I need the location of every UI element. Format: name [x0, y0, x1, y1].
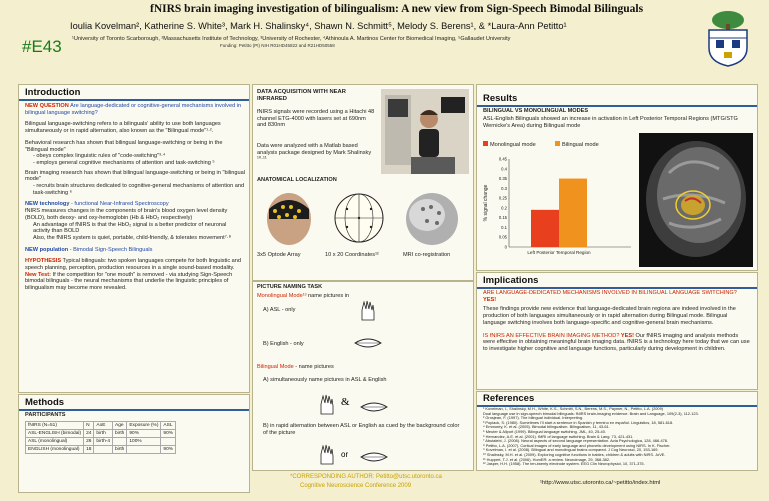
mouth-icon: [359, 400, 389, 414]
introduction-body: [25, 103, 245, 292]
mouth-icon: [353, 336, 383, 350]
y-tick-label: 0.3: [501, 185, 507, 191]
new-question-text: Are language-dedicated or cognitive-general mechanisms involved in bilingual language switching?: [25, 103, 242, 116]
implications-divider: [477, 287, 757, 289]
reference-item: ⁵ Meuter & Allport (1999). Bilingual language switching. JML, 40, 25-40.: [483, 428, 606, 434]
table-cell: 90%: [161, 446, 176, 454]
references-panel: [476, 391, 758, 471]
implications-answer-2: YES!: [619, 332, 634, 339]
reference-item: ¹¹ Huppert, T.J. et al. (2006). HomER: a review. Neuroimage, 29, 368-382.: [483, 456, 611, 462]
naming-task-panel: [252, 281, 474, 471]
ten-twenty-caption: 10 x 20 Coordinates¹²: [325, 252, 379, 258]
legend-swatch: [483, 141, 488, 146]
mri-coregistration-image: [397, 189, 467, 247]
acquisition-header: DATA ACQUISITION WITH NEAR INFRARED: [257, 89, 346, 102]
reference-item: ⁶ Hernandez, A.E. et al. (2001). fMRI of language switching. Brain & Lang. 73, 421-431.: [483, 433, 634, 439]
references-list: [483, 407, 753, 467]
new-tech-label: NEW technology: [25, 201, 70, 208]
intro-p3: Brain imaging research has shown that bilingual language-switching or being in "bilingual mode": [25, 169, 245, 183]
table-cell: 18: [84, 446, 94, 454]
hand-sign-icon: [317, 444, 335, 466]
y-axis-label: % signal change: [483, 184, 489, 222]
intro-p4-bullet-1: An advantage of fNIRS is that the HbO₂ signal is a better predictor of neuronal activity than BOLD: [33, 221, 227, 235]
reference-item: ⁷ Abutalebi, J. (2008). Neural aspects of second language representation. Acta Psychologica, 128, 466-478.: [483, 438, 669, 444]
table-cell: [127, 446, 161, 454]
table-cell: birth: [113, 446, 127, 454]
results-subheader: BILINGUAL VS MONOLINGUAL MODES: [483, 108, 589, 114]
table-cell: [161, 438, 176, 446]
implications-answer-1: YES!: [483, 296, 497, 303]
table-header-cell: AoE: [94, 422, 113, 430]
acquisition-panel: [252, 84, 474, 281]
ten-twenty-coordinates-image: [327, 189, 391, 247]
intro-p4: fNIRS measures changes in the components of brain's blood oxygen level density (BOLD), both deoxy- and oxy-hemoglobin (Hb & HbO₂ respectively): [25, 208, 228, 221]
hypothesis-label: HYPOTHESIS: [25, 258, 62, 265]
simultaneous-label: A) simultaneously name pictures in ASL & English: [263, 377, 387, 383]
legend-swatch: [555, 141, 560, 146]
table-cell: [94, 446, 113, 454]
introduction-divider: [19, 99, 249, 101]
table-cell: 26: [84, 438, 94, 446]
implications-p1: These findings provide new evidence that language-dedicated brain regions are indeed involved in the production of both languages simultaneously or in rapid alternation during Bilingual mode. Bilingual language switching involves both language-specific and cognitive-general brain mechanisms.: [483, 306, 736, 326]
participants-label: PARTICIPANTS: [25, 412, 66, 418]
results-divider: [477, 105, 757, 107]
conference-name: Cognitive Neuroscience Conference 2009: [300, 483, 412, 489]
new-test-label: New Test:: [25, 271, 52, 278]
bar-bilingual: [559, 179, 587, 247]
y-tick-label: 0.1: [501, 224, 507, 230]
lab-url-link[interactable]: ¹http://www.utsc.utoronto.ca/~petitto/index.html: [540, 480, 661, 486]
methods-header: Methods: [25, 397, 65, 408]
reference-item: Dual language use in sign-speech bimodal bilinguals: fNIRS brain-imaging evidence. Brain and Language, 109(2-3), 112-123.: [483, 410, 699, 416]
localization-header: ANATOMICAL LOCALIZATION: [257, 177, 337, 183]
table-header-cell: ASL: [161, 422, 176, 430]
brain-mri-image: [639, 133, 753, 267]
table-header-cell: N: [84, 422, 94, 430]
intro-p4-bullet-2: Also, the fNIRS system is quiet, portable, child-friendly, & tolerates movement⁷·⁸: [33, 234, 231, 241]
acquisition-p2: Data were analyzed with a Matlab based analysis package designed by Mark Shalinsky ¹⁰·¹¹: [257, 143, 372, 163]
mouth-icon: [359, 450, 389, 464]
reference-item: ⁴ Emmorey, K. et al. (2005). Bimodal bilingualism. Bilingualism, 11, 43-61.: [483, 424, 610, 430]
table-cell: 90%: [127, 430, 161, 438]
optode-array-image: [257, 189, 321, 247]
reference-item: ² Grosjean, F. (1997). The bilingual individual. Interpreting.: [483, 415, 584, 421]
methods-divider: [19, 409, 249, 411]
poster-funding: Funding: Petitto (PI) NIH R01HD45822 and R21HD50558: [220, 43, 335, 48]
new-question-label: NEW QUESTION: [25, 103, 69, 109]
reference-item: ¹⁰ Shalinsky, M.H. et al. (2009). Exploring cognitive functions in babies, children & adults with NIRS. JoVE.: [483, 451, 666, 457]
introduction-panel: [18, 84, 250, 393]
implications-p2: Our fNIRS imaging and analysis methods were effective in obtaining meaningful brain imaging data. fNIRS is a technology here today that we can use to investigate higher cognitive and language functions, particularly during development in children.: [483, 332, 750, 352]
implications-header: Implications: [483, 275, 539, 286]
reference-item: ³ Poplack, S. (1980). Sometimes I'll start a sentence in Spanish y termino en español. Linguistics, 18, 581-618.: [483, 419, 674, 425]
alternation-label: B) in rapid alternation between ASL or English as cued by the background color of the picture: [263, 423, 460, 436]
table-cell: ASL-ENGLISH (bimodal): [26, 430, 84, 438]
y-tick-label: 0.25: [498, 195, 507, 201]
references-header: References: [483, 393, 535, 404]
y-tick-label: 0.15: [498, 215, 507, 221]
table-cell: 24: [84, 430, 94, 438]
bilingual-mode-label: Bilingual Mode: [257, 364, 294, 370]
new-test-text: If the competition for "one mouth" is removed - via studying Sign-Speech bimodal bilinguals - the neural mechanisms that underlie the linguistic principles of bilingualism may become more revealed.: [25, 271, 233, 292]
reference-item: ⁹ Kovelman, I. et al. (2008). Bilingual and monolingual brains compared. J Cog Neurosci, 20, 153-169.: [483, 447, 659, 453]
table-cell: birth-4: [94, 438, 113, 446]
table-header-cell: Age: [113, 422, 127, 430]
y-tick-label: 0.45: [498, 156, 507, 162]
poster-id: #E43: [22, 37, 62, 56]
university-crest-logo: [703, 10, 753, 68]
naming-header: PICTURE NAMING TASK: [257, 284, 323, 290]
corresponding-author: *CORRESPONDING AUTHOR: Petitto@utsc.utoronto.ca: [290, 474, 442, 480]
intro-p2-bullet-2: - employs general cognitive mechanisms of attention and task-switching ⁵: [33, 159, 215, 166]
implications-question-1: ARE LANGUAGE-DEDICATED MECHANISMS INVOLVED IN BILINGUAL LANGUAGE SWITCHING?: [483, 290, 737, 296]
poster-affiliations: ¹University of Toronto Scarborough, ²Massachusetts Institute of Technology, ³University of Rochester, ⁴Athinoula A. Martinos Center for Biomedical Imaging, ⁵Gallaudet University: [72, 36, 511, 42]
hypothesis-text: Typical bilinguals: two spoken languages compete for both linguistic and speech planning, perception, production resources in a single sound-based modality.: [25, 258, 242, 272]
monolingual-mode-label: Monolingual Mode¹³: [257, 293, 307, 299]
implications-panel: [476, 272, 758, 390]
bar-monolingual: [531, 210, 559, 247]
y-tick-label: 0: [504, 244, 507, 250]
y-tick-label: 0.4: [501, 166, 507, 172]
optode-array-caption: 3x5 Optode Array: [257, 252, 301, 258]
table-cell: ASL (monolingual): [26, 438, 84, 446]
y-tick-label: 0.35: [498, 176, 507, 182]
table-header-cell: Exposure (%): [127, 422, 161, 430]
table-cell: [113, 438, 127, 446]
table-row: [26, 430, 176, 438]
table-cell: birth: [94, 430, 113, 438]
introduction-header: Introduction: [25, 87, 81, 98]
intro-p3-bullet-1: - recruits brain structures dedicated to cognitive-general mechanisms of attention and task-switching ⁶: [33, 183, 245, 196]
table-cell: 90%: [161, 430, 176, 438]
table-header-row: [26, 422, 176, 430]
results-header: Results: [483, 93, 518, 104]
y-tick-label: 0.2: [501, 205, 507, 211]
poster-authors: Ioulia Kovelman², Katherine S. White³, Mark H. Shalinsky⁴, Shawn N. Schmitt⁵, Melody S. Berens¹, & *Laura-Ann Petitto¹: [70, 21, 567, 31]
results-text: ASL-English Bilinguals showed an increase in activation in Left Posterior Temporal Regions (MTG/STG Wernicke's Area) during Bilingual mode: [483, 116, 738, 129]
hand-sign-icon: [358, 300, 376, 322]
bilingual-mode-text: - name pictures: [293, 364, 334, 370]
implications-body: [483, 290, 751, 353]
mri-caption: MRI co-registration: [403, 252, 451, 258]
new-pop-label: NEW population: [25, 246, 69, 253]
participants-table: [25, 421, 176, 454]
table-cell: ENGLISH (monolingual): [26, 446, 84, 454]
monolingual-mode-text: name pictures in: [306, 293, 350, 299]
methods-panel: [18, 394, 250, 493]
fnirs-equipment-photo: [381, 89, 469, 174]
x-category-label: Left Posterior Temporal Region: [527, 250, 591, 255]
reference-item: ⁸ Petitto, L.A. (2007). Cortical images of early language and phonetic development using NIRS. In K. Fischer.: [483, 442, 671, 448]
hand-sign-icon: [317, 394, 335, 416]
legend-label: Monolingual mode: [490, 142, 536, 148]
implications-question-2: IS fNIRS AN EFFECTIVE BRAIN IMAGING METHOD?: [483, 332, 620, 339]
poster-title: fNIRS brain imaging investigation of bilingualism: A new view from Sign-Speech Bimodal Bilinguals: [150, 3, 644, 15]
intro-p2-bullet-1: - obeys complex linguistic rules of "code-switching"³·⁴: [33, 153, 166, 160]
asl-only-label: A) ASL - only: [263, 307, 296, 313]
reference-item: ¹ Kovelman, I., Shalinsky, M.H., White, K.S., Schmitt, S.N., Berens, M.S., Paymer, N., Petitto, L.A. (2009): [483, 406, 664, 411]
or-label: or: [341, 450, 349, 459]
table-header-cell: fNIRS (N=51): [26, 422, 84, 430]
legend-label: Bilingual mode: [562, 142, 599, 148]
table-row: [26, 446, 176, 454]
y-tick-label: 0.05: [498, 234, 507, 240]
new-pop-text: - Bimodal Sign-Speech Bilinguals: [68, 246, 153, 253]
intro-p1: Bilingual language-switching refers to a bilinguals' ability to use both languages simultaneously or in rapid alternation, also known as the "Bilingual mode"¹·².: [25, 121, 221, 135]
new-tech-text: - functional Near-Infrared Spectroscopy: [69, 201, 169, 208]
table-cell: 100%: [127, 438, 161, 446]
intro-p2: Behavioral research has shown that bilingual language-switching or being in the "Bilingual mode": [25, 139, 223, 153]
table-row: [26, 438, 176, 446]
results-panel: [476, 84, 758, 271]
reference-item: ¹² Jasper, H.H. (1958). The ten-twenty electrode system. EEG Clin Neurophysiol, 10, 371-375.: [483, 461, 645, 467]
ampersand: &: [341, 396, 350, 408]
table-cell: birth: [113, 430, 127, 438]
english-only-label: B) English - only: [263, 341, 304, 347]
acquisition-p1: fNIRS signals were recorded using a Hitachi 48 channel ETG-4000 with lasers set at 690nm and 830nm: [257, 109, 375, 129]
results-bar-chart: [479, 137, 639, 267]
